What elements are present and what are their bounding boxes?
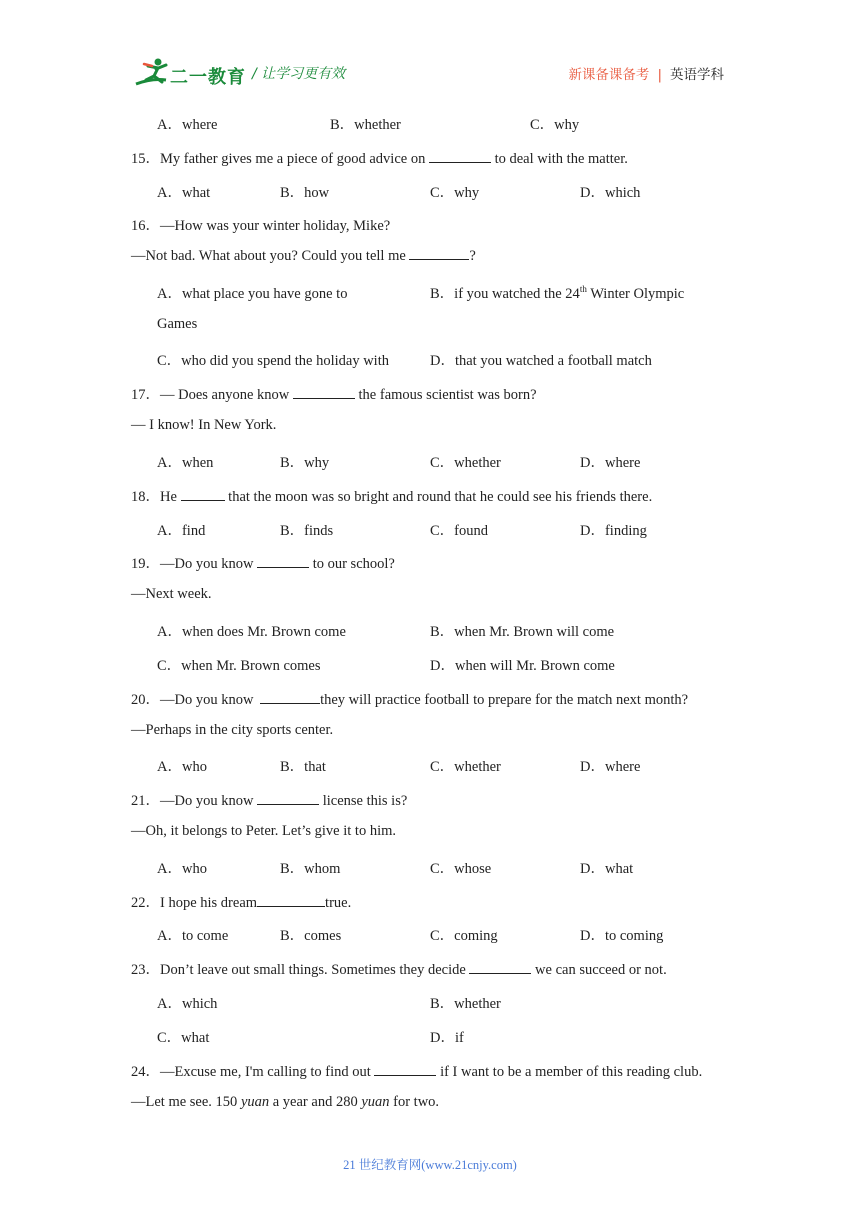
q19-stem-start: 19．—Do you know	[131, 556, 258, 572]
q20-stem-end: they will practice football to prepare for the match next month?	[320, 692, 689, 708]
q21-option-c: C．whose	[430, 861, 492, 877]
slogan: / 让学习更有效	[252, 66, 346, 82]
q21-stem-end: license this is?	[319, 793, 408, 809]
answer-blank	[257, 895, 325, 907]
q21-reply: —Oh, it belongs to Peter. Let’s give it to him.	[131, 823, 397, 839]
tag-separator: |	[657, 67, 662, 83]
page-footer: 21 世纪教育网(www.21cnjy.com)	[343, 1158, 517, 1172]
q17-reply: — I know! In New York.	[131, 417, 277, 433]
q18-option-a: A．find	[157, 523, 206, 539]
q20-option-c: C．whether	[430, 759, 501, 775]
answer-blank	[409, 248, 469, 260]
q24-stem	[131, 1060, 702, 1081]
answer-blank	[257, 793, 319, 805]
q24-reply-end: for two.	[389, 1094, 440, 1110]
q18-stem-end: that the moon was so bright and round that he could see his friends there.	[224, 489, 653, 505]
q23-option-c: C．what	[157, 1030, 210, 1046]
q21-stem-start: 21．—Do you know	[131, 793, 258, 809]
q17-option-d: D．where	[580, 455, 641, 471]
q19-option-d: D．when will Mr. Brown come	[430, 658, 615, 674]
q24-currency-2: yuan	[361, 1094, 390, 1110]
q24-currency-1: yuan	[240, 1094, 270, 1110]
q22-stem-start: 22．I hope his dream	[131, 895, 258, 911]
q16-option-b-sup: th	[579, 284, 587, 295]
q19-stem-end: to our school?	[309, 556, 395, 572]
answer-blank	[181, 489, 225, 501]
q19-stem	[131, 552, 395, 573]
q17-stem-start: 17．— Does anyone know	[131, 387, 293, 403]
q18-option-d: D．finding	[580, 523, 647, 539]
q24-stem-end: if I want to be a member of this reading club.	[436, 1064, 703, 1080]
q17-stem	[131, 383, 537, 404]
answer-blank	[257, 556, 309, 568]
q23-option-d: D．if	[430, 1030, 464, 1046]
q19-option-b: B．when Mr. Brown will come	[430, 624, 615, 640]
q17-stem-end: the famous scientist was born?	[354, 387, 537, 403]
q23-stem-end: we can succeed or not.	[531, 962, 667, 978]
q15-stem	[131, 147, 628, 168]
answer-blank	[293, 387, 355, 399]
q24-stem-start: 24．—Excuse me, I'm calling to find out	[131, 1064, 375, 1080]
q16-reply	[131, 248, 476, 265]
q21-option-a: A．who	[157, 861, 207, 877]
page-header	[0, 0, 860, 100]
brand-name: 二一教育	[170, 67, 246, 88]
q21-option-d: D．what	[580, 861, 634, 877]
q16-option-c: C．who did you spend the holiday with	[157, 353, 389, 369]
q19-option-c: C．when Mr. Brown comes	[157, 658, 321, 674]
tag-left: 新课备课备考	[568, 67, 650, 83]
q20-reply: —Perhaps in the city sports center.	[131, 722, 334, 738]
q21-stem	[131, 789, 407, 810]
q14-option-c: C．why	[530, 117, 580, 133]
q16-option-d: D．that you watched a football match	[430, 353, 652, 369]
q16-option-b-text-end: Winter Olympic	[586, 286, 685, 302]
q16-option-a: A．what place you have gone to	[157, 286, 348, 302]
q14-option-a: A．where	[157, 117, 218, 133]
q20-option-b: B．that	[280, 759, 326, 775]
q17-option-b: B．why	[280, 455, 330, 471]
q22-option-a: A．to come	[157, 928, 229, 944]
q23-stem-start: 23．Don’t leave out small things. Sometimes they decide	[131, 962, 470, 978]
q19-option-a: A．when does Mr. Brown come	[157, 624, 346, 640]
subject-tag	[568, 63, 724, 83]
q16-stem: 16．—How was your winter holiday, Mike?	[131, 218, 391, 234]
q17-option-a: A．when	[157, 455, 214, 471]
q15-stem-end: to deal with the matter.	[490, 151, 628, 167]
q23-stem	[131, 958, 667, 979]
q19-reply: —Next week.	[131, 586, 212, 602]
q23-option-a: A．which	[157, 996, 218, 1012]
q15-option-d: D．which	[580, 185, 641, 201]
q15-stem-start: 15．My father gives me a piece of good advice on	[131, 151, 429, 167]
q20-option-d: D．where	[580, 759, 641, 775]
q22-stem	[131, 891, 351, 912]
q22-stem-end: true.	[325, 895, 352, 911]
q15-option-a: A．what	[157, 185, 211, 201]
answer-blank	[429, 151, 491, 163]
q23-option-b: B．whether	[430, 996, 501, 1012]
q22-option-c: C．coming	[430, 928, 498, 944]
q16-reply-end: ?	[469, 248, 476, 264]
q20-stem-start: 20．—Do you know	[131, 692, 258, 708]
answer-blank	[469, 962, 531, 974]
q16-option-b	[430, 282, 684, 303]
q18-stem	[131, 485, 652, 506]
q14-option-b: B．whether	[330, 117, 401, 133]
q16-reply-start: —Not bad. What about you? Could you tell me	[131, 248, 410, 264]
q16-option-b-continued: Games	[157, 316, 198, 332]
q22-option-d: D．to coming	[580, 928, 664, 944]
tag-right: 英语学科	[670, 67, 724, 83]
answer-blank	[374, 1064, 436, 1076]
q18-stem-start: 18．He	[131, 489, 181, 505]
answer-blank	[260, 692, 320, 704]
q15-option-b: B．how	[280, 185, 330, 201]
q24-reply-middle: a year and 280	[269, 1094, 362, 1110]
q16-option-b-text: B．if you watched the 24	[430, 286, 580, 302]
q22-option-b: B．comes	[280, 928, 342, 944]
q18-option-b: B．finds	[280, 523, 334, 539]
q18-option-c: C．found	[430, 523, 488, 539]
q15-option-c: C．why	[430, 185, 480, 201]
q20-stem	[131, 688, 688, 709]
q24-reply	[131, 1094, 439, 1111]
q24-reply-start: —Let me see. 150	[131, 1094, 241, 1110]
q17-option-c: C．whether	[430, 455, 501, 471]
q20-option-a: A．who	[157, 759, 207, 775]
q21-option-b: B．whom	[280, 861, 341, 877]
